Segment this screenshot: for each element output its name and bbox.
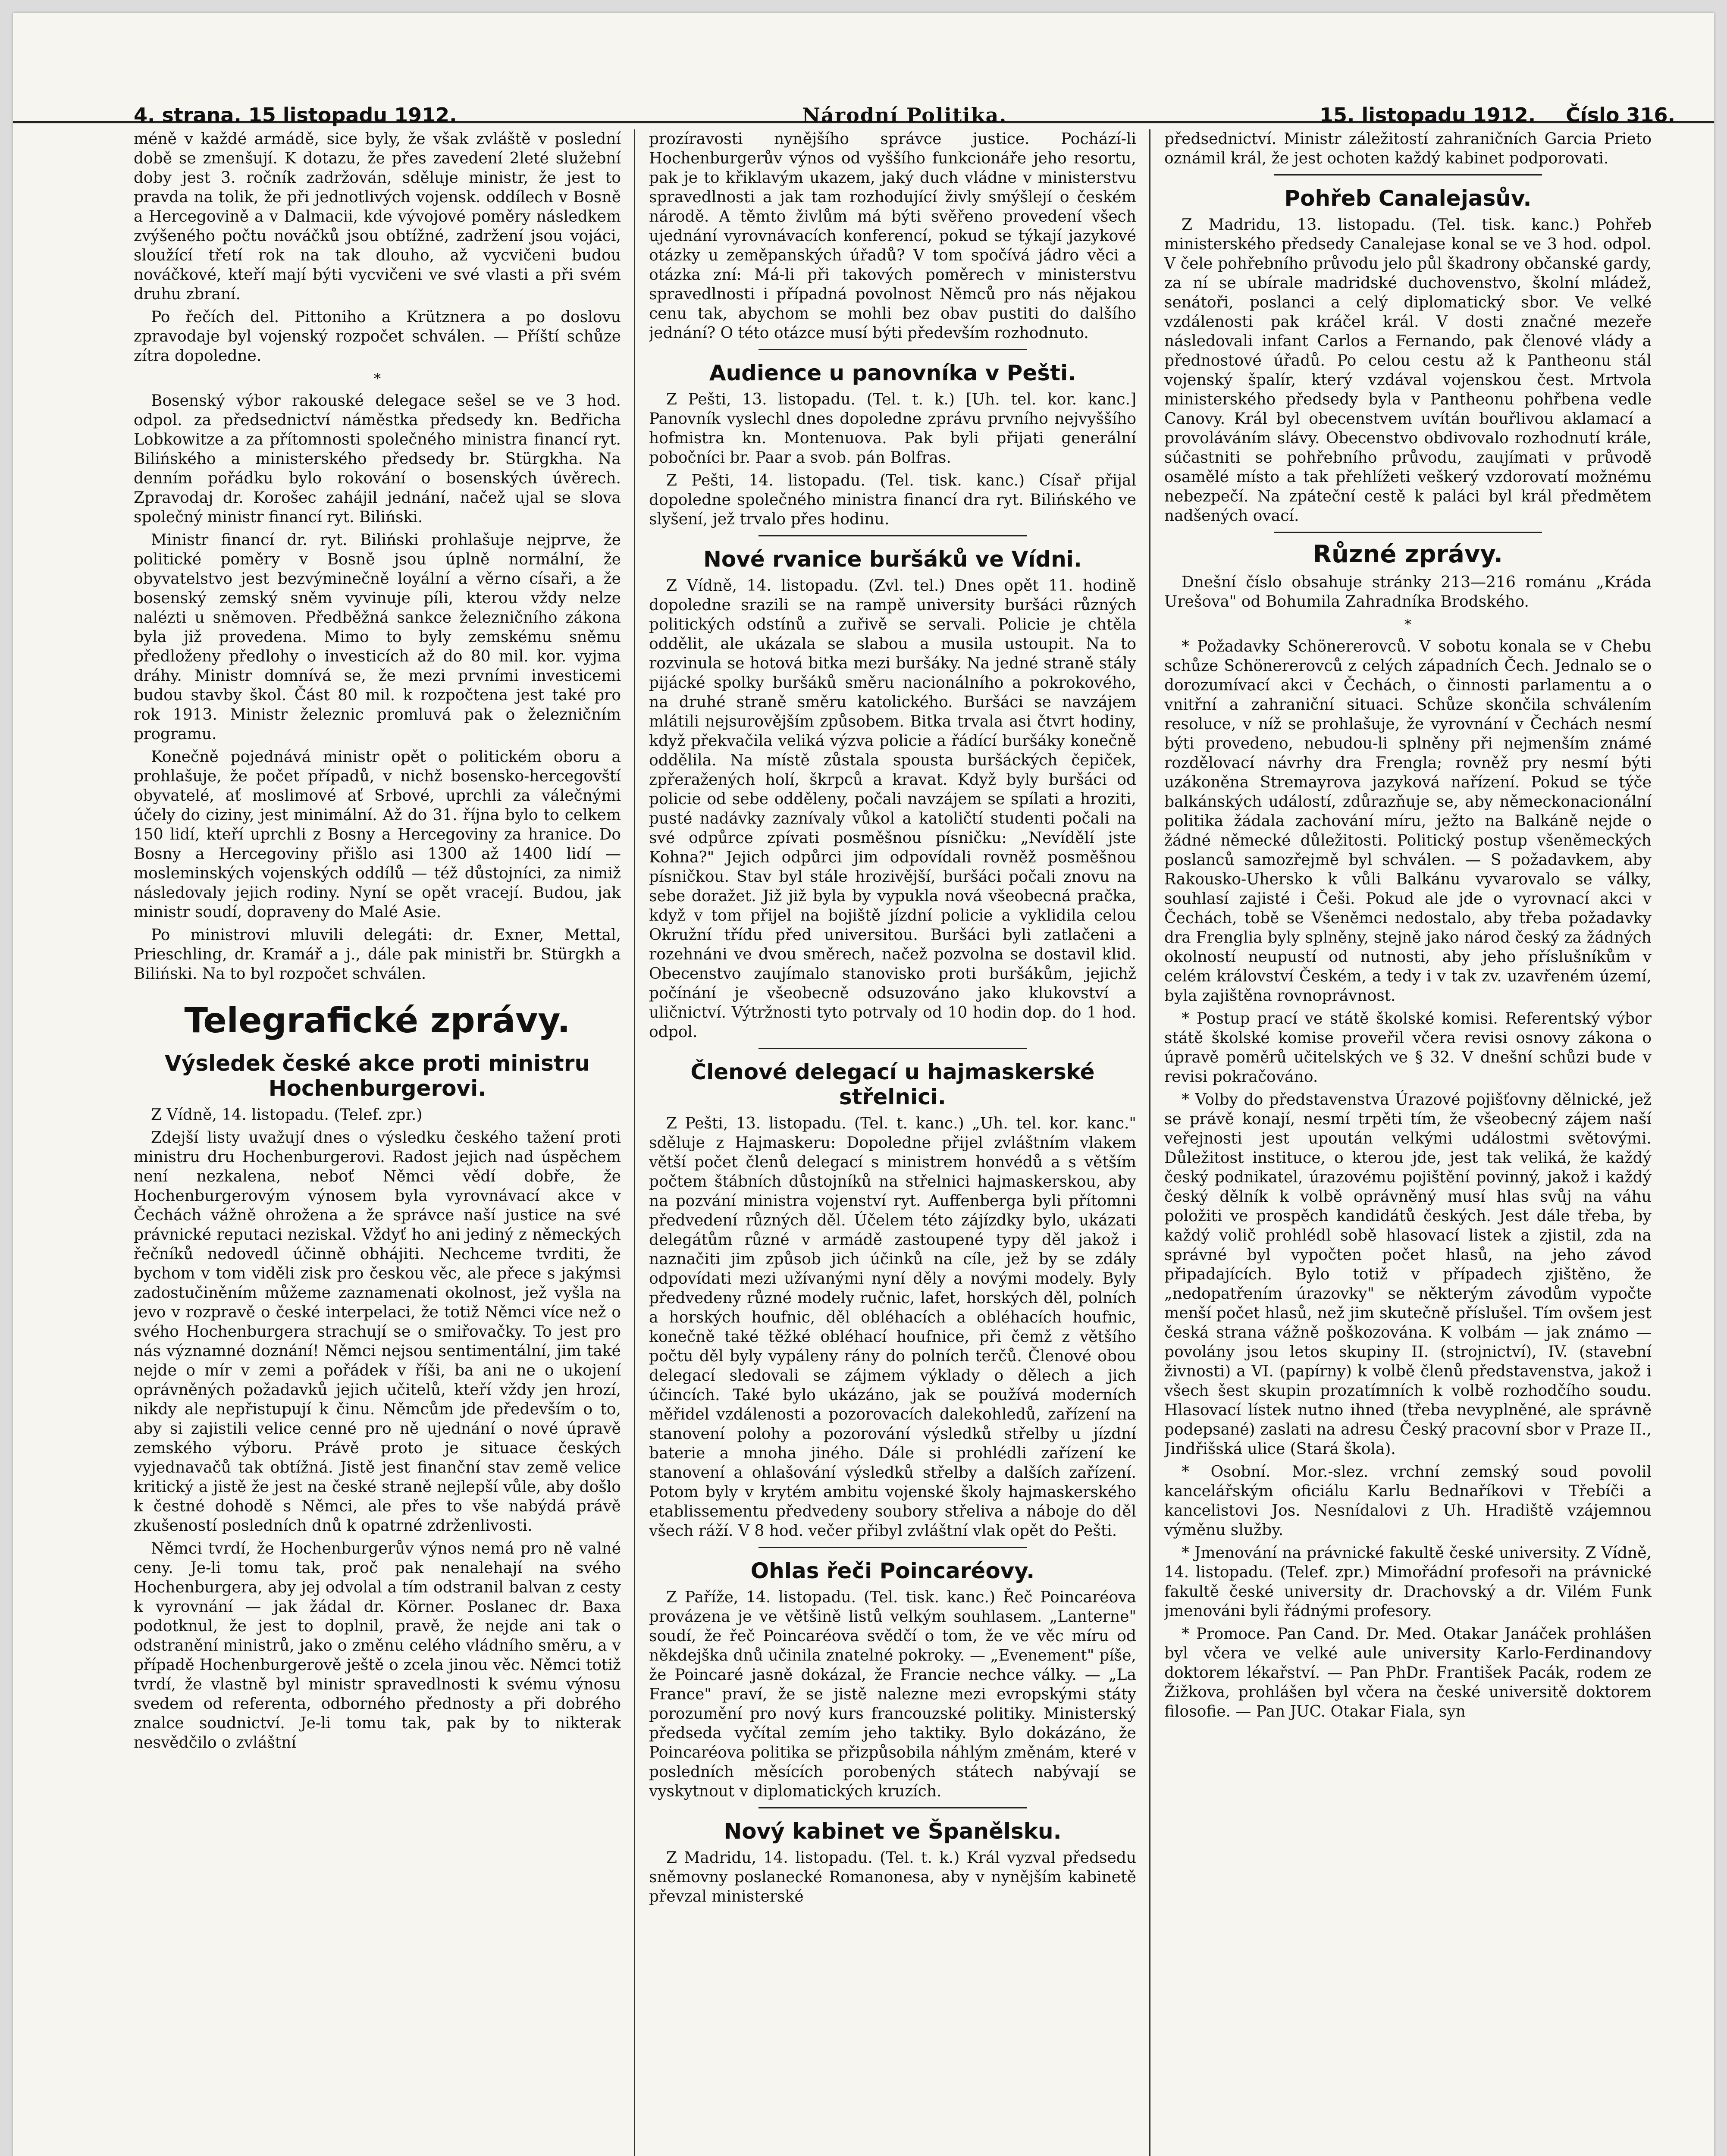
article-heading: Členové delegací u hajmaskerské střelnici. — [690, 1059, 1095, 1109]
divider — [759, 1547, 1027, 1548]
divider — [1274, 532, 1542, 533]
header-date: 15. listopadu 1912. — [1320, 103, 1536, 127]
article-heading: Nové rvanice buršáků ve Vídni. — [703, 547, 1082, 572]
paragraph: Zdejší listy uvažují dnes o výsledku českého tažení proti ministru dru Hochenburgerovi. Radost jejich nad úspěchem není nezkalena, neboť Němci vědí dobře, že Hochenburgerovým výnosem byla vyrovnávací akce v Čechách vážně ohrožena a že správce naší justice na své právnické reputaci neziskal. Vždyť ho ani jediný z německých řečníků nedovedl účinně obhájiti. Nechceme tvrditi, že bychom v tom viděli zisk pro českou věc, ale přece s jakýmsi zadostučiněním můžeme zaznamenati okolnost, jež vyšla na jevo v rozpravě o české interpelaci, že totiž Němci více než o svého Hochenburgera strachují se o smiřovačky. To jest pro nás významné doznání! Němci nejsou sentimentální, jim také nejde o mír v zemi a pořádek v říši, ba ani ne o ukojení oprávněných požadavků jejich učitelů, kteří vždy jen hrozí, nikdy ale nepřistupují k činu. Němcům jde především o to, aby si zajistili velice cenné pro ně ujednání o nové úpravě zemského výboru. Právě proto je situace českých vyjednavačů tak obtížná. Jistě jest finanční stav země velice kritický a jistě že jest na české straně nejlepší vůle, aby došlo k čestné dohodě s Němci, ale přes to vše nabýdá právě zkušeností posledních dnů k opatrné zdrženlivosti. — [134, 1129, 621, 1535]
paragraph: předsednictví. Ministr záležitostí zahraničních Garcia Prieto oznámil král, že jest ochoten každý kabinet podporovati. — [1164, 130, 1652, 167]
column-2 — [649, 129, 1136, 2156]
text-columns — [134, 129, 1652, 2156]
paragraph: Ministr financí dr. ryt. Biliński prohlašuje nejprve, že politické poměry v Bosně jsou úplně normální, že obyvatelstvo jest bezvýminečně loyální a věrno císaři, a že bosenský zemský sněm vyvinuje píli, kterou vždy nelze nalézti u sněmoven. Předběžná sankce železničního zákona byla již provedena. Mimo to byly zemskému sněmu předloženy předlohy o investicích až do 80 mil. kor. vyjma dráhy. Ministr domnívá se, že mezi prvními investicemi budou stavby škol. Část 80 mil. k rozpočtena jest také pro rok 1913. Ministr železnic promluvá pak o železničním programu. — [134, 531, 621, 743]
paragraph: * Osobní. Mor.-slez. vrchní zemský soud povolil kancelářským oficiálu Karlu Bednaříkovi v Třebíči a kancelistovi Jos. Nesnídalovi z Uh. Hradiště vzájemnou výměnu služby. — [1164, 1463, 1652, 1539]
paragraph: Z Paříže, 14. listopadu. (Tel. tisk. kanc.) Řeč Poincaréova provázena je ve většině listů velkým souhlasem. „Lanterne" soudí, že řeč Poincaréova svědčí o tom, že ve věc míru od někdejška dnů učinila znatelné pokroky. — „Evenement" píše, že Poincaré jasně dokázal, že Francie nechce války. — „La France" praví, že se jistě nalezne mezi evropskými státy porozumění pro nový kurs francouzské politiky. Ministerský předseda vyčítal zemím jeho taktiky. Bylo dokázáno, že Poincaréova politika se přizpůsobila náhlým změnám, které v posledních měsících porobených státech nabývají se vyskytnout v diplomatických kruzích. — [649, 1589, 1136, 1800]
paragraph: Z Pešti, 14. listopadu. (Tel. tisk. kanc.) Císař přijal dopoledne společného ministra financí dra ryt. Bilińského ve slyšení, jež trvalo přes hodinu. — [649, 472, 1136, 528]
paragraph: Po řečích del. Pittoniho a Krütznera a po doslovu zpravodaje byl vojenský rozpočet schválen. — Příští schůze zítra dopoledne. — [134, 308, 621, 365]
article-heading: Pohřeb Canalejasův. — [1284, 186, 1532, 211]
separator-asterisk: * — [1404, 616, 1411, 633]
paragraph: Z Vídně, 14. listopadu. (Zvl. tel.) Dnes opět 11. hodině dopoledne srazili se na rampě university buršáci různých politických odstínů a zuřivě se servali. Policie je chtěla oddělit, ale ukázala se slabou a musila ustoupit. Na to rozvinula se hotová bitka mezi buršáky. Na jedné straně stály pijácké spolky buršáků směru nacionálního a pokrokového, na druhé straně směru katolického. Buršáci se navzájem mlátili nejsurovějším způsobem. Bitka trvala asi čtvrt hodiny, když překvačila veliká výzva policie a řádící buršáky konečně oddělila. Na místě zůstala spousta buršáckých čepiček, zpřeražených holí, škrpců a kravat. Když byly buršáci od policie od sebe odděleny, počali navzájem se spílati a hroziti, pusté nadávky zaznívaly vůkol a katoličtí studenti počali na své odpůrce zpívati posměšnou písničku: „Nevídělí jste Kohna?" Jejich odpůrci jim odpovídali rovněž posměšnou písničkou. Stav byl stále hrozivější, buršáci počali znovu na sebe doražet. Již již byla by vypukla nová všeobecná pračka, když v tom přijel na bojiště jízdní policie a vyklidila celou Okružní třídu před universitou. Buršáci byli zatlačeni a rozehnáni ve dvou směrech, načež pozvolna se dostavil klid. Obecenstvo zaujímalo stanovisko proti buršákům, jejichž počínání je všeobecně odsuzováno jako klukovství a uličnictví. Výtržnosti tyto potrvaly od 10 hodin dop. do 1 hod. odpol. — [649, 577, 1136, 1041]
paragraph: Z Madridu, 13. listopadu. (Tel. tisk. kanc.) Pohřeb ministerského předsedy Canalejase konal se ve 3 hod. odpol. V čele pohřebního průvodu jelo půl škadrony občanské gardy, za ní se ubírale madridské duchovenstvo, školní mládež, senátoři, poslanci a celý diplomatický sbor. Ve velké vzdálenosti pak kráčel král. V dosti značné mezeře následovali infant Carlos a Fernando, pak členové vlády a přednostové úřadů. Po celou cestu až k Pantheonu stál vojenský špalír, který vzdával vojenskou čest. Mrtvola ministerského předsedy byla v Pantheonu pohřbena vedle Canovy. Král byl obecenstvem uvítán bouřlivou aklamací a provoláváním slávy. Obecenstvo obdivovalo rozhodnutí krále, súčastniti se pohřebního průvodu, zaujímati v průvodě osamělé místo a tak přehlížeti veškerý vzdorovatí možnému nebezpečí. Na zpáteční cestě k paláci byl král předmětem nadšených ovací. — [1164, 216, 1652, 525]
masthead-title: Národní Politika. — [802, 103, 1007, 127]
header-page-date: 4. strana. 15 listopadu 1912. — [134, 103, 457, 127]
paragraph: Dnešní číslo obsahuje stránky 213—216 románu „Kráda Urešova" od Bohumila Zahradníka Brodského. — [1164, 573, 1652, 611]
paragraph: Z Pešti, 13. listopadu. (Tel. t. k.) [Uh. tel. kor. kanc.] Panovník vyslechl dnes dopoledne zprávu prvního nejvyššího hofmistra kn. Montenuova. Pak byli přijati generální pobočníci br. Paar a svob. pán Bolfras. — [649, 391, 1136, 467]
paragraph: * Postup prací ve státě školské komisi. Referentský výbor státě školské komise proveřil včera revisi osnovy zákona o úpravě poměrů učitelských ve § 32. V dnešní schůzi bude v revisi pokračováno. — [1164, 1010, 1652, 1086]
paragraph: prozíravosti nynějšího správce justice. Pochází-li Hochenburgerův výnos od vyššího funkcionáře jeho resortu, pak je to křiklavým ukazem, jaký duch vládne v ministerstvu spravedlnosti a jak tam rozhodující živly smýšlejí o českém národě. A těmto živlům má býti svěřeno provedení všech ujednání vyrovnávacích konferencí, pokud se týkají jazykové otázky u zeměpanských úřadů? V tom spočívá jádro věci a otázka zní: Má-li při takových poměrech v ministerstvu spravedlnosti i případná povolnost Němců pro nás nějakou cenu tak, abychom se mohli bez obav pustiti do dalšího jednání? O této otázce musí býti především rozhodnuto. — [649, 130, 1136, 342]
paragraph: Z Pešti, 13. listopadu. (Tel. t. kanc.) „Uh. tel. kor. kanc." sděluje z Hajmaskeru: Dopoledne přijel zvláštním vlakem větší počet členů delegací s ministrem honvédů a s větším počtem štábních důstojníků na střelnici hajmaskerskou, aby na pozvání ministra vojenství ryt. Auffenberga byli přítomni předvedení různých děl. Účelem této zájízdky bylo, ukázati delegátům různé v armádě zastoupené typy děl jakož i naznačiti jim způsob jich účinků na cíle, jež by se zdály odpovídati mezi užívanými nyní děly a novými modely. Byly předvedeny různé modely ručnic, lafet, horských děl, polních a horských houfnic, děl obléhacích a obléhacích houfnic, konečně také těžké obléhací houfnice, při čemž z většího počtu děl byly vypáleny rány do polních terčů. Členové obou delegací sledovali se zájmem výklady o dělech a jich účincích. Také bylo ukázáno, jak se používá moderních měřidel vzdálenosti a pozorovacích dalekohledů, zařízení na stanovení polohy a pozorování výsledků střelby u jízdní baterie a mnoha jiného. Dále si prohlédli zařízení ke stanovení a ohlašování výsledků střelby a dalších zařízení. Potom byly v krytém ambitu vojenské školy hajmaskerského etablissementu předvedeny soubory střeliva a náboje do děl všech ráží. V 8 hod. večer přibyl zvláštní vlak opět do Pešti. — [649, 1115, 1136, 1540]
paragraph: * Požadavky Schönererovců. V sobotu konala se v Chebu schůze Schönererovců z celých západních Čech. Jednalo se o dorozumívací akci v Čechách, o činnosti parlamentu a o vnitřní a zahraniční situaci. Schůze skončila schválením resoluce, v níž se prohlašuje, že vyrovnání v Čechách nesmí býti provedeno, nebudou-li splněny při nejmenším známé rozdělovací návrhy dra Frengla; rovněž pry nesmí býti uzákoněna Stremayrova jazyková nařízení. Pokud se týče balkánských událostí, zdůrazňuje se, aby německonacionální politika žádala zachování míru, ježto na Balkáně nejde o žádné německé důležitosti. Politický postup všeněmeckých poslanců samozřejmě byl schválen. — S požadavkem, aby Rakousko-Uhersko k vůli Balkánu vyvarovalo se války, souhlasí zajisté i Češi. Pokud ale jde o vyrovnací akci v Čechách, tobě se Všeněmci nedostalo, aby třeba požadavky dra Frenglia byly splněny, stejně jako národ český za žádných okolností neupustí od nutnosti, aby jeho příslušníkům v celém království Českém, a tedy i v tak zv. uzavřeném území, byla zajištěna rovnoprávnost. — [1164, 638, 1652, 1005]
divider — [1274, 174, 1542, 175]
dateline: Z Vídně, 14. listopadu. (Telef. zpr.) — [151, 1106, 423, 1124]
separator-asterisk: * — [374, 370, 381, 387]
column-rule — [1149, 129, 1150, 2156]
paragraph: Po ministrovi mluvili delegáti: dr. Exner, Mettal, Prieschling, dr. Kramář a j., dále pak ministři br. Stürgkh a Biliński. Na to byl rozpočet schválen. — [134, 926, 621, 983]
paragraph: Němci tvrdí, že Hochenburgerův výnos nemá pro ně valné ceny. Je-li tomu tak, proč pak nenalehají na svého Hochenburgera, aby jej odvolal a tím odstranil balvan z cesty k vyrovnání — jak žádal dr. Körner. Poslanec dr. Baxa podotknul, že jest to doplnil, pravě, že nejde ani tak o odstranění ministrů, jako o změnu celého vládního směru, a v případě Hochenburgerově ještě o zcela jinou věc. Němci totiž tvrdí, že vlastně byl ministr spravedlnosti k svému výnosu svedem od referenta, odborného přednosty a při dobrého znalce soudnictví. Je-li tomu tak, pak by to nikterak nesvědčilo o zvláštní — [134, 1540, 621, 1752]
article-heading: Audience u panovníka v Pešti. — [709, 360, 1076, 385]
column-3 — [1164, 129, 1652, 2156]
divider — [759, 535, 1027, 536]
paragraph: * Promoce. Pan Cand. Dr. Med. Otakar Janáček prohlášen byl včera ve velké aule university Karlo-Ferdinandovy doktorem lékařství. — Pan PhDr. František Pacák, rodem ze Žižkova, prohlášen byl včera na české universitě doktorem filosofie. — Pan JUC. Otakar Fiala, syn — [1164, 1625, 1652, 1720]
divider — [759, 1807, 1027, 1808]
article-heading: Nový kabinet ve Španělsku. — [724, 1819, 1062, 1844]
paragraph: Konečně pojednává ministr opět o politickém oboru a prohlašuje, že počet případů, v nichž bosensko-hercegovští obyvatelé, ať moslimové ať Srbové, uprchli za válečnými účely do ciziny, jest minimální. Až do 31. října bylo to celkem 150 lidí, kteří uprchli z Bosny a Hercegoviny za hranice. Do Bosny a Hercegoviny přišlo asi 1300 až 1400 lidí — mosleminských vojenských oddílů — též důstojníci, za nimiž následovaly jejich rodiny. Nyní se opět vracejí. Budou, jak ministr soudí, dopraveny do Malé Asie. — [134, 748, 621, 921]
section-heading-ruzne-zpravy: Různé zprávy. — [1313, 540, 1503, 568]
paragraph: * Jmenování na právnické fakultě české university. Z Vídně, 14. listopadu. (Telef. zpr.) Mimořádní profesoři na právnické fakultě české university dr. Drachovský a dr. Vilém Funk jmenováni byli řádnými profesory. — [1164, 1544, 1652, 1620]
divider — [759, 349, 1027, 350]
section-heading-telegraficke-zpravy: Telegrafické zprávy. — [184, 1000, 570, 1040]
paragraph: Z Madridu, 14. listopadu. (Tel. t. k.) Král vyzval předsedu sněmovny poslanecké Romanonesa, aby v nynějším kabinetě převzal ministerské — [649, 1849, 1136, 1905]
article-heading: Ohlas řeči Poincaréovy. — [750, 1558, 1035, 1583]
page-header — [13, 13, 1714, 127]
header-issue: Číslo 316. — [1566, 103, 1675, 127]
divider — [759, 1048, 1027, 1049]
paragraph: méně v každé armádě, sice byly, že však zvláště v poslední době se zmenšují. K dotazu, že přes zavedení 2leté služební doby jest 3. ročník zadržován, sděluje ministr, že jest to pravda na tolik, že při jednotlivých vojensk. oddílech v Bosně a Hercegovině a v Dalmacii, kde vývojové poměry následkem zvýšeného počtu nováčků jsou obtížné, zadržení jsou vojáci, sloužící třetí rok na tak dlouho, až vycvičeni budou nováčkové, kteří mají býti vycvičeni ve své vlasti a při svém druhu zbraní. — [134, 130, 621, 303]
article-heading: Výsledek české akce proti ministru Hochenburgerovi. — [164, 1051, 590, 1101]
column-1 — [134, 129, 621, 2156]
paragraph: Bosenský výbor rakouské delegace sešel se ve 3 hod. odpol. za předsednictví náměstka předsedy kn. Bedřicha Lobkowitze a za přítomnosti společného ministra financí ryt. Bilińského a ministerského předsedy br. Stürgkha. Na denním pořádku bylo rokování o bosenských úvěrech. Zpravodaj dr. Korošec zahájil jednání, načež ujal se slova společný ministr financí ryt. Biliński. — [134, 392, 621, 526]
column-rule — [634, 129, 635, 2156]
paragraph: * Volby do představenstva Úrazové pojišťovny dělnické, jež se právě konají, nesmí trpěti tím, že všeobecný zájem naší veřejnosti jest upoután velkými událostmi světovými. Důležitost instituce, o kterou jde, jest tak veliká, že každý český podnikatel, úrazovému pojištění povinný, jakož i každý český dělník k volbě oprávněný musí hlas svůj na váhu položiti ve prospěch kandidátů českých. Jest dále třeba, by každý volič prohlédl sobě hlasovací listek a zjistil, zda na správné byl vypočten počet hlasů, na jeho závod připadajících. Bylo totiž v případech zjištěno, že „nedopatřením úrazovky" se některým závodům vypočte menší počet hlasů, než jim skutečně příslušel. Tím ovšem jest česká strana vážně poškozována. K volbám — jak známo — povolány jsou letos skupiny II. (strojnictví), IV. (stavební živnosti) a VI. (papírny) k volbě členů představenstva, jakož i všech šest skupin prozatímních k volbě rozhodčího soudu. Hlasovací lístek nutno ihned (třeba nevyplněné, ale správně podepsané) zaslati na adresu Český pracovní sbor v Praze II., Jindřišská ulice (Stará škola). — [1164, 1091, 1652, 1458]
header-date-issue — [1320, 103, 1675, 127]
newspaper-page — [13, 13, 1714, 2156]
